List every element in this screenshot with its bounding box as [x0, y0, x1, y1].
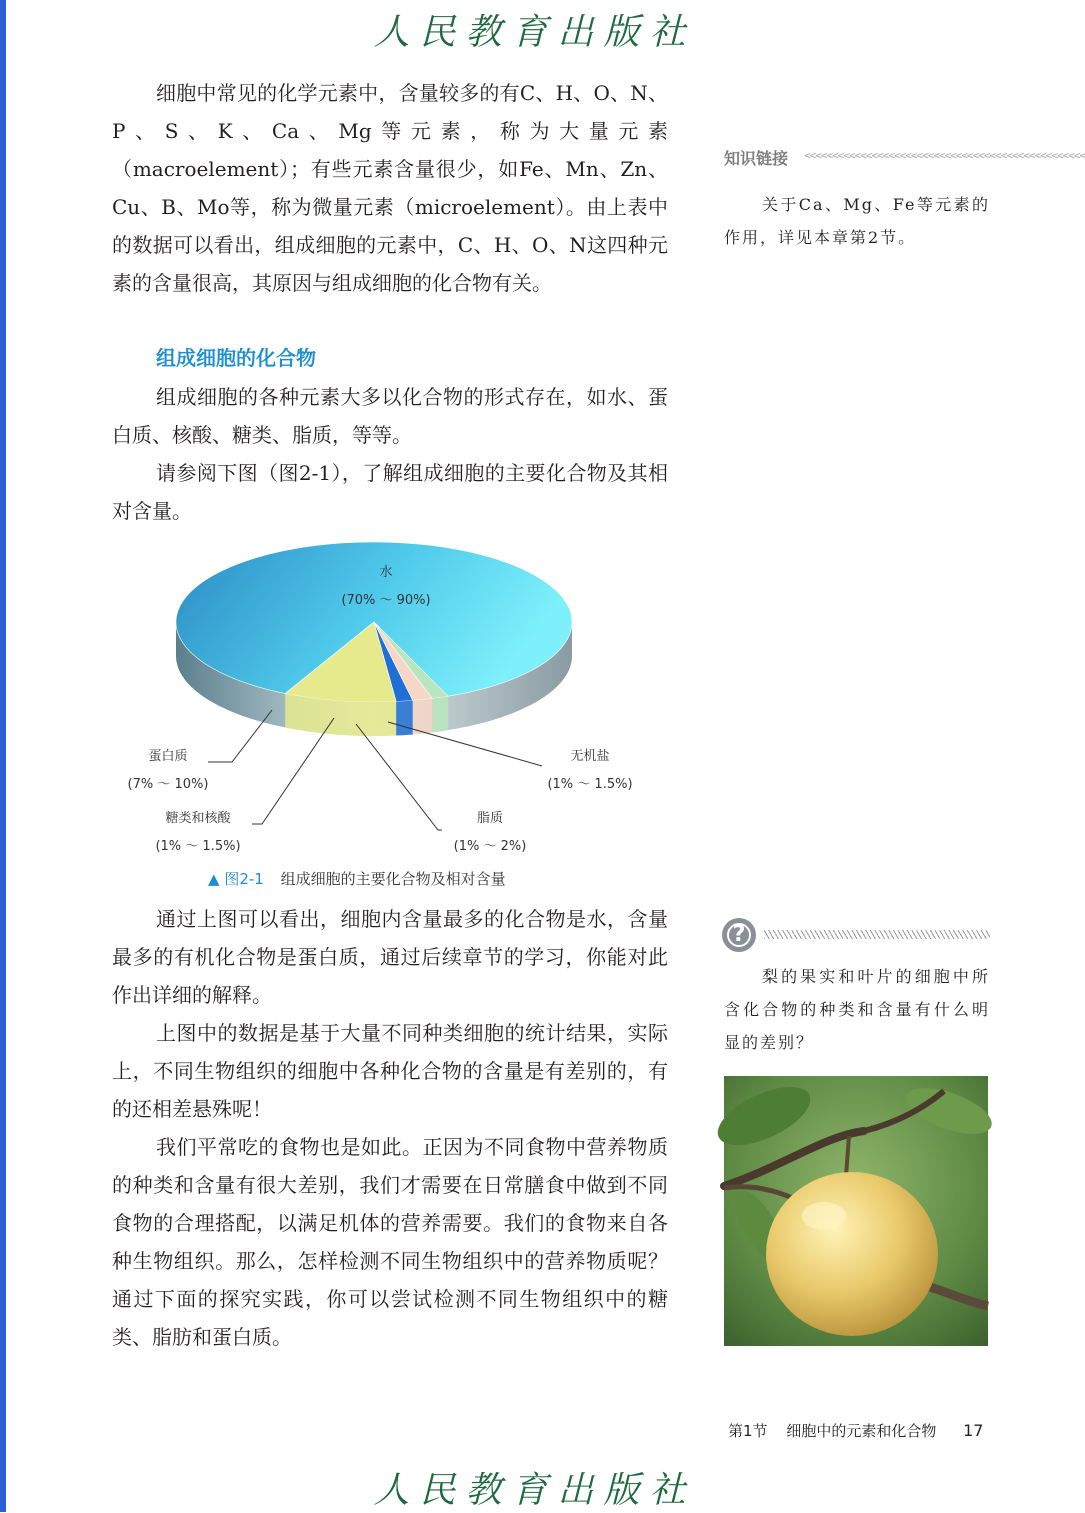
pie-chart — [112, 530, 668, 860]
paragraph-compounds: 组成细胞的各种元素大多以化合物的形式存在，如水、蛋白质、核酸、糖类、脂质，等等。 — [112, 385, 668, 447]
question-mark-icon: ? — [722, 918, 756, 952]
pie-slice-side — [413, 698, 433, 734]
slice-range-label: (1% ～ 2%) — [453, 839, 527, 854]
slice-label: 蛋白质 — [148, 749, 188, 764]
figure-caption — [208, 868, 506, 889]
footer-section: 第1节 — [728, 1422, 768, 1440]
section-title: 组成细胞的化合物 — [156, 346, 316, 370]
page-footer — [728, 1420, 983, 1441]
main-column — [112, 74, 668, 302]
slice-label: 糖类和核酸 — [165, 811, 231, 826]
chevron-divider: <<<<<<<<<<<<<<<<<<<<<<<<<<<<<<<<<<<<<<<<<<<<<<<<<< — [804, 149, 1085, 162]
pear-photo — [724, 1076, 988, 1346]
footer-title: 细胞中的元素和化合物 — [786, 1422, 937, 1440]
figure-number: 图2-1 — [224, 870, 264, 888]
question-text: 梨的果实和叶片的细胞中所含化合物的种类和含量有什么明显的差别？ — [724, 967, 990, 1052]
hatch-divider — [764, 930, 990, 939]
triangle-icon: ▲ — [208, 870, 220, 888]
publisher-logo-top: 人民教育出版社 — [373, 12, 696, 53]
slice-range-label: (7% ～ 10%) — [127, 777, 209, 792]
paragraph-observation: 通过上图可以看出，细胞内含量最多的化合物是水，含量最多的有机化合物是蛋白质，通过后续章节的学习，你能对此作出详细的解释。 — [112, 907, 668, 1007]
question-box — [724, 960, 990, 1059]
paragraph-elements: 细胞中常见的化学元素中，含量较多的有C、H、O、N、P、S、K、Ca、Mg等元素，称为大量元素（macroelement）；有些元素含量很少，如Fe、Mn、Zn、Cu、B、Mo等，称为微量元素（microelement）。由上表中的数据可以看出，组成细胞的元素中，C、H、O、N这四种元素的含量很高，其原因与组成细胞的化合物有关。 — [112, 81, 668, 295]
pear-photo-svg — [724, 1076, 988, 1346]
knowledge-link-title: 知识链接 — [724, 149, 789, 168]
pie-slice-side — [432, 696, 448, 732]
leader-line — [356, 724, 442, 830]
knowledge-link-box — [724, 188, 990, 254]
page-number: 17 — [963, 1421, 984, 1440]
paragraph-food: 我们平常吃的食物也是如此。正因为不同食物中营养物质的种类和含量有很大差别，我们才需要在日常膳食中做到不同食物的合理搭配，以满足机体的营养需要。我们的食物来自各种生物组织。那么，怎样检测不同生物组织中的营养物质呢？通过下面的探究实践，你可以尝试检测不同生物组织中的糖类、脂肪和蛋白质。 — [112, 1135, 668, 1349]
pie-slice-side — [396, 700, 413, 735]
paragraph-statistics: 上图中的数据是基于大量不同种类细胞的统计结果，实际上，不同生物组织的细胞中各种化合物的含量是有差别的，有的还相差悬殊呢！ — [112, 1021, 668, 1121]
leader-line — [388, 722, 542, 766]
slice-label: 水 — [379, 565, 393, 580]
main-column-3 — [112, 900, 668, 1356]
question-header — [722, 918, 990, 954]
main-column-2 — [112, 378, 668, 530]
page-edge-bar — [0, 0, 6, 1512]
slice-range-label: (1% ～ 1.5%) — [155, 839, 241, 854]
knowledge-link-text: 关于Ca、Mg、Fe等元素的作用，详见本章第2节。 — [724, 195, 990, 247]
slice-label: 脂质 — [476, 811, 504, 826]
paragraph-see-figure: 请参阅下图（图2-1），了解组成细胞的主要化合物及其相对含量。 — [112, 461, 668, 523]
slice-range-label: (1% ～ 1.5%) — [547, 777, 633, 792]
publisher-logo-bottom: 人民教育出版社 — [373, 1470, 696, 1511]
slice-label: 无机盐 — [570, 749, 610, 764]
leader-line — [252, 718, 334, 824]
knowledge-link-header — [724, 146, 1085, 172]
slice-range-label: (70% ～ 90%) — [341, 593, 431, 608]
figure-caption-text: 组成细胞的主要化合物及相对含量 — [280, 870, 506, 888]
pie-chart-svg — [112, 530, 668, 860]
